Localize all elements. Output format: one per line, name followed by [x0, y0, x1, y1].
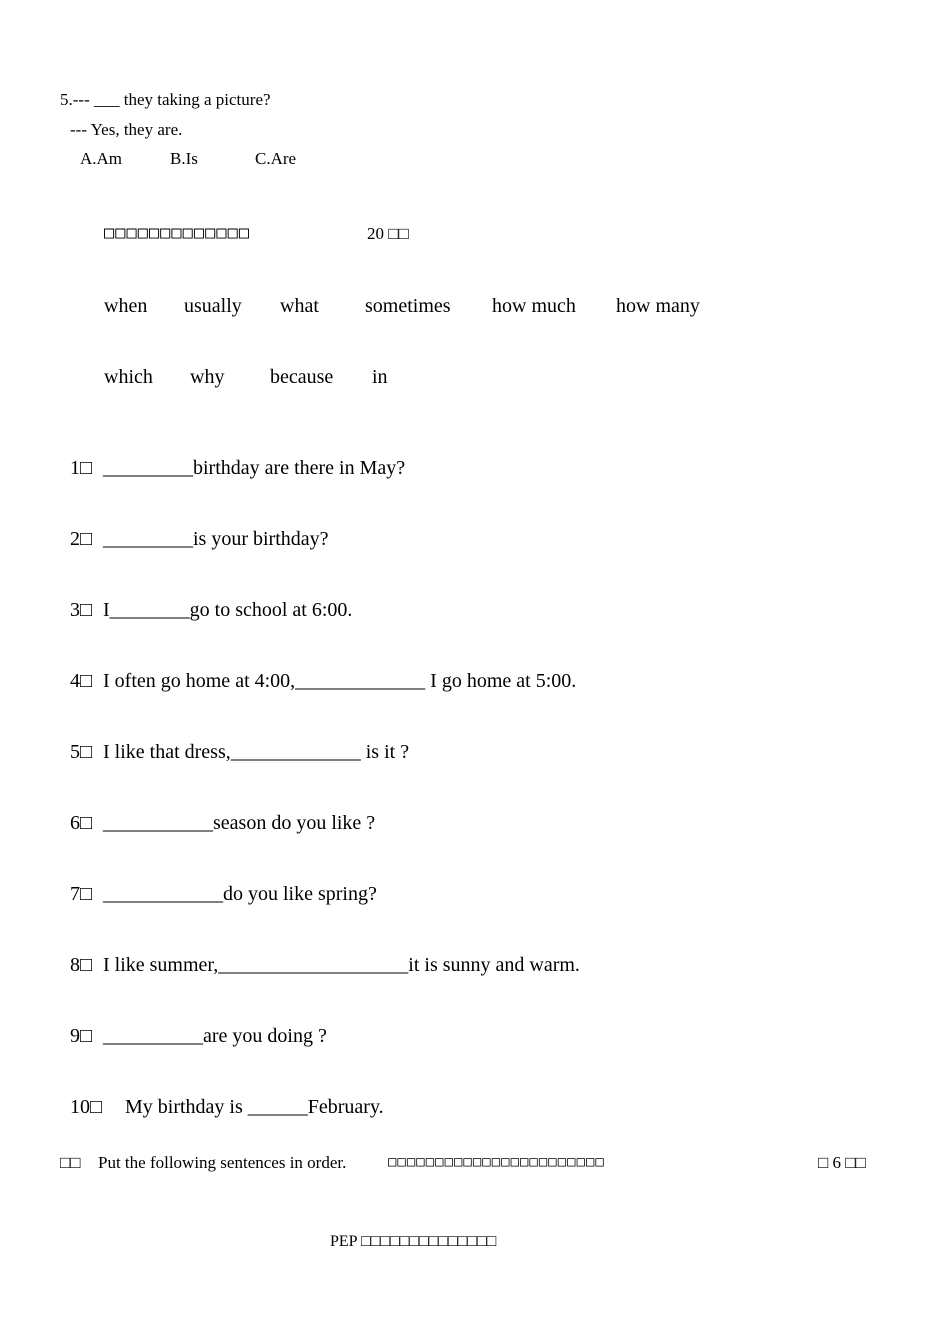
- fill-item-3: [60, 580, 352, 620]
- item-sentence: I________go to school at 6:00.: [103, 599, 353, 621]
- item-sentence: _________birthday are there in May?: [103, 457, 406, 479]
- item-sentence: _________is your birthday?: [103, 528, 329, 550]
- fill-item-4: [60, 651, 576, 691]
- question5-answer: --- Yes, they are.: [70, 120, 183, 139]
- item-sentence: ____________do you like spring?: [103, 883, 377, 905]
- word-bank-in: in: [372, 366, 388, 388]
- fill-item-7: [60, 864, 377, 904]
- item-number: 8□: [70, 954, 93, 976]
- word-bank-how-much: how much: [492, 295, 576, 317]
- section-five-instruction-cn: □□□□□□□□□□□□□□□□□□□□□□□: [388, 1154, 605, 1170]
- word-bank-when: when: [104, 295, 148, 317]
- item-sentence: I often go home at 4:00,_____________ I go home at 5:00.: [103, 670, 577, 692]
- word-bank-what: what: [280, 295, 319, 317]
- fill-item-1: [60, 438, 405, 478]
- section-five-points: □ 6 □□: [818, 1153, 866, 1172]
- item-number: 10□: [70, 1096, 103, 1118]
- item-number: 5□: [70, 741, 93, 763]
- item-sentence: I like summer,___________________it is sunny and warm.: [103, 954, 580, 976]
- fill-item-2: [60, 509, 329, 549]
- question5-option-c: C.Are: [255, 149, 297, 168]
- fill-item-5: [60, 722, 409, 762]
- section-five-instruction-en: Put the following sentences in order.: [98, 1153, 347, 1172]
- item-sentence: I like that dress,_____________ is it ?: [103, 741, 410, 763]
- fill-item-8: [60, 935, 580, 975]
- section-four-points: 20 □□: [367, 224, 409, 243]
- page-footer: PEP □□□□□□□□□□□□□□: [330, 1233, 497, 1250]
- item-number: 2□: [70, 528, 93, 550]
- word-bank-because: because: [270, 366, 334, 388]
- word-bank-usually: usually: [184, 295, 242, 317]
- item-number: 6□: [70, 812, 93, 834]
- question5-prompt: 5.--- ___ they taking a picture?: [60, 90, 271, 109]
- fill-item-9: [60, 1006, 327, 1046]
- word-bank-why: why: [190, 366, 225, 388]
- word-bank-how-many: how many: [616, 295, 700, 317]
- question5-option-a: A.Am: [80, 149, 123, 168]
- section-four-heading: □□□□□□□□□□□□□: [104, 223, 251, 243]
- word-bank-sometimes: sometimes: [365, 295, 451, 317]
- item-number: 1□: [70, 457, 93, 479]
- item-number: 9□: [70, 1025, 93, 1047]
- item-sentence: ___________season do you like ?: [103, 812, 376, 834]
- item-sentence: __________are you doing ?: [103, 1025, 327, 1047]
- item-number: 3□: [70, 599, 93, 621]
- fill-item-6: [60, 793, 375, 833]
- item-sentence: My birthday is ______February.: [125, 1096, 384, 1118]
- word-bank-which: which: [104, 366, 153, 388]
- section-five-number: □□: [60, 1153, 81, 1172]
- item-number: 7□: [70, 883, 93, 905]
- item-number: 4□: [70, 670, 93, 692]
- question5-option-b: B.Is: [170, 149, 198, 168]
- fill-item-10: [60, 1077, 384, 1117]
